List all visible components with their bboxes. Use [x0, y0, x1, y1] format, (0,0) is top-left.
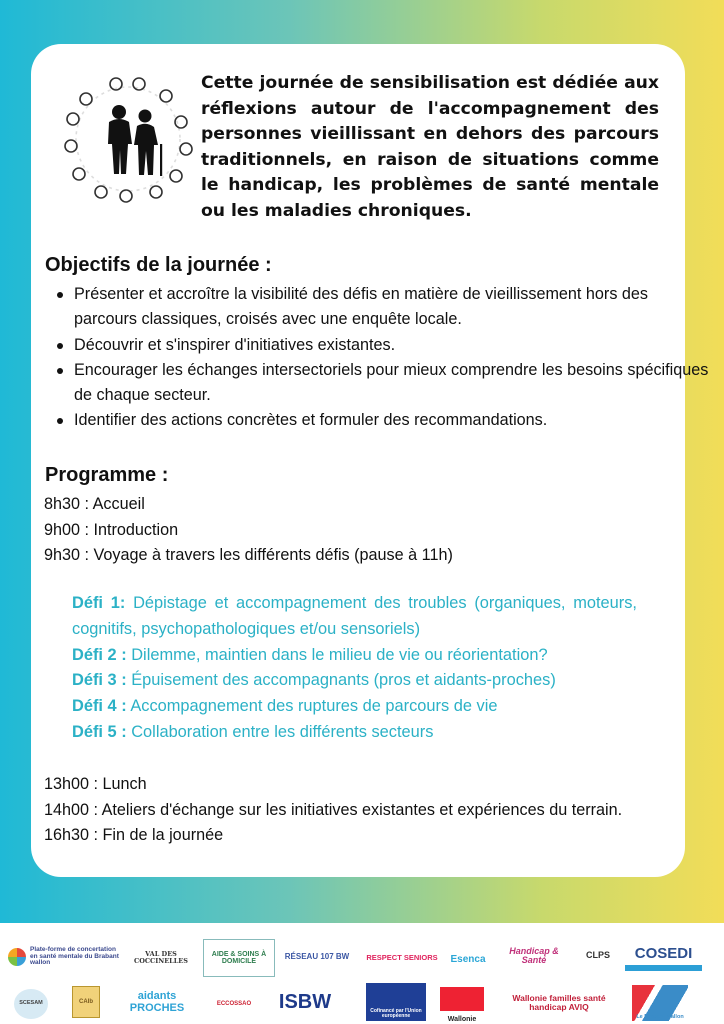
- morning-schedule: [44, 492, 453, 569]
- elderly-couple-illustration: [61, 74, 196, 204]
- objectives-list: [45, 282, 714, 434]
- plateforme-icon: [8, 948, 26, 966]
- schedule-line: 16h30 : Fin de la journée: [44, 826, 224, 845]
- partner-logos: [0, 923, 724, 1024]
- defi-text: Dépistage et accompagnement des troubles (organiques, moteurs, cognitifs, psychopathologiques et/ou sensoriels): [72, 594, 637, 638]
- content-card: [31, 44, 709, 877]
- schedule-line: 9h30 : Voyage à travers les différents défis (pause à 11h): [44, 546, 453, 565]
- defi-label: Défi 2 :: [72, 645, 127, 664]
- logo-cais: CAIb: [72, 986, 100, 1018]
- logo-aidants: aidants PROCHES: [129, 990, 185, 1014]
- afternoon-schedule: [44, 772, 622, 849]
- defi-text: Accompagnement des ruptures de parcours de vie: [130, 697, 498, 716]
- logo-eu: Cofinancé par l'Union européenne: [366, 983, 426, 1021]
- defi-item: [72, 591, 637, 643]
- logo-scesam: SCESAM: [14, 989, 48, 1019]
- logo-reseau: RÉSEAU 107 BW: [284, 951, 350, 961]
- defi-item: [72, 720, 637, 746]
- schedule-line: 8h30 : Accueil: [44, 495, 145, 513]
- defi-text: Collaboration entre les différents secteurs: [131, 722, 434, 741]
- list-item: Découvrir et s'inspirer d'initiatives existantes.: [74, 333, 714, 358]
- logo-aviq: Wallonie familles santé handicap AVIQ: [512, 993, 606, 1012]
- schedule-line: 13h00 : Lunch: [44, 775, 147, 793]
- defi-text: Dilemme, maintien dans le milieu de vie ou réorientation?: [131, 645, 548, 664]
- defi-label: Défi 4 :: [72, 697, 127, 716]
- logo-handicap: Handicap & Santé: [509, 945, 559, 965]
- logo-respect: RESPECT SENIORS: [366, 953, 438, 963]
- intro-paragraph: Cette journée de sensibilisation est dédiée aux réflexions autour de l'accompagnement des personnes vieillissant en dehors des parcours traditionnels, en raison de situations comme le handicap, les problèmes de santé mentale ou les maladies chroniques.: [201, 73, 659, 221]
- logo-text: Plate-forme de concertation en santé mentale du Brabant wallon: [30, 945, 119, 967]
- defi-label: Défi 1:: [72, 594, 126, 612]
- schedule-line: 14h00 : Ateliers d'échange sur les initiatives existantes et expériences du terrain.: [44, 800, 623, 819]
- logo-clps: CLPS: [585, 950, 610, 961]
- logo-aidesoins: AIDE & SOINS À DOMICILE: [203, 939, 275, 977]
- list-item: Encourager les échanges intersectoriels pour mieux comprendre les besoins spécifiques de chaque secteur.: [74, 358, 714, 409]
- logo-brabant: Le Brabant wallon: [632, 985, 688, 1021]
- logo-valdescoccinelles: VAL DES COCCINELLES: [134, 950, 188, 965]
- logo-esenca: Esenca: [450, 953, 486, 965]
- defi-item: [72, 668, 637, 694]
- logo-eccossao: ECCOSSAO: [216, 1000, 252, 1007]
- defi-label: Défi 3 :: [72, 671, 127, 690]
- defis-list: [72, 591, 637, 746]
- list-item: Présenter et accroître la visibilité des défis en matière de vieillissement hors des parcours classiques, croisés avec une enquête locale.: [74, 282, 714, 333]
- schedule-line: 9h00 : Introduction: [44, 520, 179, 539]
- defi-item: [72, 643, 637, 669]
- defi-text: Épuisement des accompagnants (pros et aidants-proches): [131, 671, 556, 690]
- list-item: Identifier des actions concrètes et formuler des recommandations.: [74, 408, 714, 433]
- objectives-heading: Objectifs de la journée :: [45, 254, 272, 276]
- logo-isbw: ISBW: [278, 990, 332, 1013]
- logo-cosedi: COSEDI: [625, 943, 702, 971]
- programme-heading: Programme :: [45, 464, 169, 486]
- defi-item: [72, 694, 637, 720]
- defi-label: Défi 5 :: [72, 722, 127, 741]
- logo-plateforme: [8, 943, 120, 971]
- logo-wallonie: Wallonie: [440, 983, 484, 1023]
